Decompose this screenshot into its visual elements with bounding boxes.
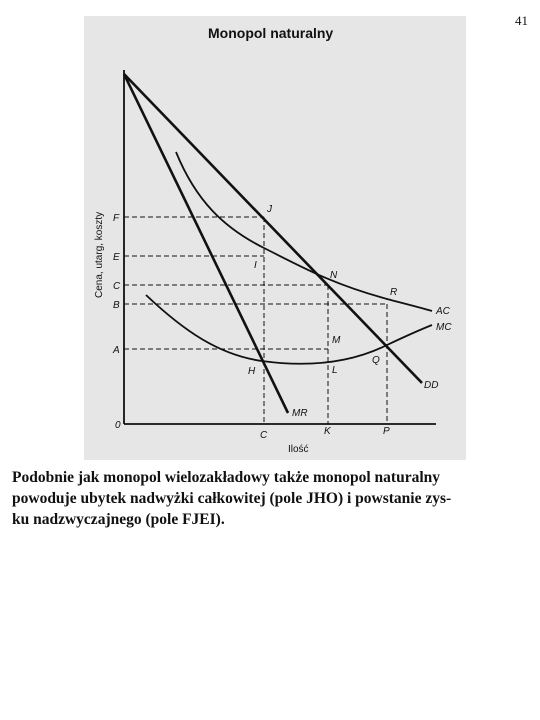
point-l: L [332, 365, 338, 376]
y-tick-b: B [113, 300, 120, 311]
y-tick-c: C [113, 281, 121, 292]
point-h: H [248, 366, 256, 377]
label-mc: MC [436, 322, 452, 333]
x-tick-k: K [324, 426, 331, 437]
natural-monopoly-diagram [84, 16, 466, 460]
demand-curve-dd [124, 74, 422, 383]
point-i: I [254, 260, 257, 271]
caption [12, 467, 530, 530]
caption-line: ku nadzwyczajnego (pole FJEI). [12, 511, 225, 528]
x-tick-p: P [383, 426, 390, 437]
point-r: R [390, 287, 398, 298]
y-axis-label: Cena, utarg, koszty [94, 211, 105, 298]
point-m: M [332, 335, 341, 346]
y-tick-origin: 0 [115, 420, 121, 431]
label-mr: MR [292, 408, 308, 419]
label-ac: AC [436, 306, 450, 317]
diagram-title: Monopol naturalny [208, 25, 334, 41]
point-q: Q [372, 355, 380, 366]
y-tick-e: E [113, 252, 120, 263]
point-j: J [267, 204, 272, 215]
page-number: 41 [515, 13, 528, 28]
caption-line: powoduje ubytek nadwyżki całkowitej (pole JHO) i powstanie zys- [12, 490, 452, 507]
label-dd: DD [424, 380, 439, 391]
x-axis-label: Ilość [288, 444, 309, 455]
y-tick-f: F [113, 213, 120, 224]
marginal-revenue-curve-mr [124, 74, 288, 413]
y-tick-a: A [113, 345, 120, 356]
point-n: N [330, 270, 338, 281]
caption-line: Podobnie jak monopol wielozakładowy także monopol naturalny [12, 469, 441, 486]
guide-lines [124, 217, 387, 424]
marginal-cost-curve-mc [146, 295, 432, 364]
x-tick-c: C [260, 430, 268, 441]
